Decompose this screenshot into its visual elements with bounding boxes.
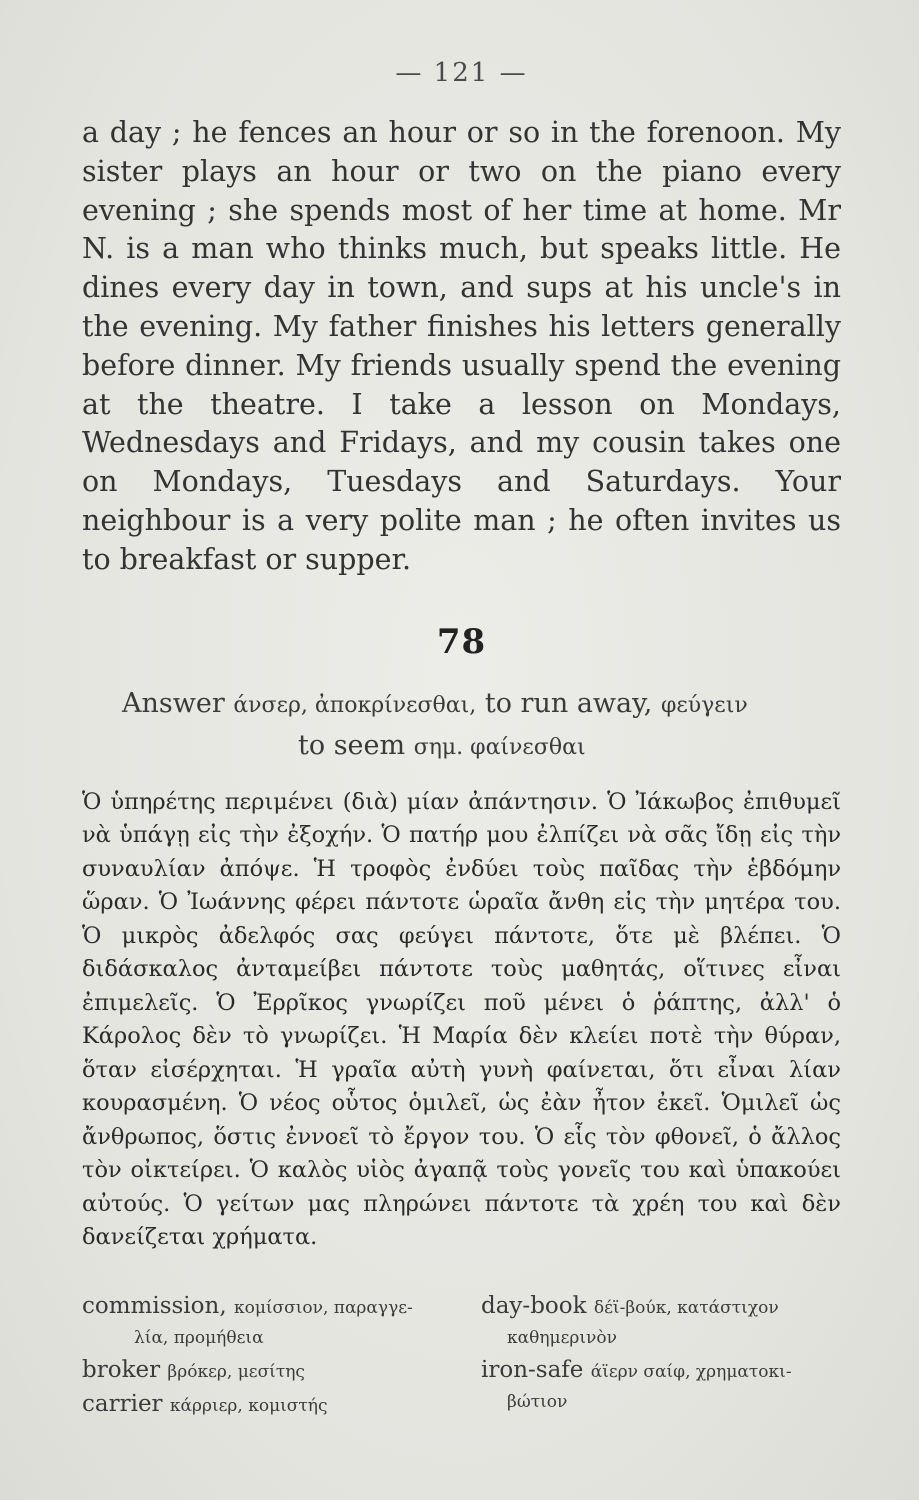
glossary-entry bbox=[481, 1355, 841, 1417]
glossary-definition: άϊερν σαίφ, χρηματοκι- bbox=[590, 1361, 792, 1382]
vocab-greek: σημ. φαίνεσθαι bbox=[413, 734, 586, 760]
glossary-definition: δέϊ-βούκ, κατάστιχον bbox=[593, 1297, 779, 1318]
glossary-term: iron-safe bbox=[481, 1356, 591, 1383]
glossary-left-column bbox=[82, 1291, 442, 1423]
glossary-entry bbox=[82, 1291, 442, 1353]
glossary-right-column bbox=[481, 1291, 841, 1423]
english-paragraph: a day ; he fences an hour or so in the forenoon. My sister plays an hour or two on the piano every evening ; she spends most of her time at home. Mr N. is a man who thinks much, but speaks little. He dines every day in town, and sups at his uncle's in the evening. My father finishes his letters generally before dinner. My friends usually spend the evening at the theatre. I take a lesson on Mondays, Wednesdays and Fridays, and my cousin takes one on Mondays, Tuesdays and Saturdays. Your neighbour is a very polite man ; he often invites us to breakfast or supper. bbox=[82, 116, 841, 576]
glossary-entry bbox=[82, 1389, 442, 1421]
greek-exercise-paragraph: Ὁ ὑπηρέτης περιμένει (διὰ) μίαν ἀπάντησιν. Ὁ Ἰάκωβος ἐπιθυμεῖ νὰ ὑπάγῃ εἰς τὴν ἐξοχήν. Ὁ πατήρ μου ἐλπίζει νὰ σᾶς ἴδῃ εἰς τὴν συναυλίαν ἀπόψε. Ἡ τροφὸς ἐνδύει τοὺς παῖδας τὴν ἑβδόμην ὥραν. Ὁ Ἰωάννης φέρει πάντοτε ὡραῖα ἄνθη εἰς τὴν μητέρα του. Ὁ μικρὸς ἀδελφός σας φεύγει πάντοτε, ὅτε μὲ βλέπει. Ὁ διδάσκαλος ἀνταμείβει πάντοτε τοὺς μαθητάς, οἵτινες εἶναι ἐπιμελεῖς. Ὁ Ἐρρῖκος γνωρίζει ποῦ μένει ὁ ῥάπτης, ἀλλ' ὁ Κάρολος δὲν τὸ γνωρίζει. Ἡ Μαρία δὲν κλείει ποτὲ τὴν θύραν, ὅταν εἰσέρχηται. Ἡ γραῖα αὐτὴ γυνὴ φαίνεται, ὅτι εἶναι λίαν κουρασμένη. Ὁ νέος οὗτος ὁμιλεῖ, ὡς ἐὰν ἦτον ἐκεῖ. Ὁμιλεῖ ὡς ἄνθρωπος, ὅστις ἐννοεῖ τὸ ἔργον του. Ὁ εἷς τὸν φθονεῖ, ὁ ἄλλος τὸν οἰκτείρει. Ὁ καλὸς υἱὸς ἀγαπᾷ τοὺς γονεῖς του καὶ ὑπακούει αὐτούς. Ὁ γείτων μας πληρώνει πάντοτε τὰ χρέη του καὶ δὲν δανείζεται χρήματα. bbox=[82, 788, 841, 1251]
vocabulary-line-2 bbox=[82, 726, 841, 768]
glossary-definition-continued: λία, προμήθεια bbox=[134, 1327, 264, 1348]
glossary-definition-continued: καθημερινὸν bbox=[507, 1327, 617, 1348]
glossary-definition: βρόκερ, μεσίτης bbox=[167, 1361, 305, 1382]
glossary-term: broker bbox=[82, 1356, 168, 1383]
glossary-definition-continued: βώτιον bbox=[507, 1391, 568, 1412]
glossary-term: commission, bbox=[82, 1292, 234, 1319]
glossary bbox=[82, 1291, 841, 1423]
vocab-greek: φεύγειν bbox=[660, 692, 748, 718]
glossary-definition: κάρριερ, κομιστής bbox=[169, 1395, 328, 1416]
glossary-entry bbox=[82, 1355, 442, 1387]
glossary-term: carrier bbox=[82, 1390, 170, 1417]
vocab-text: to run away, bbox=[476, 687, 661, 719]
vocab-greek: άνσερ, ἀποκρίνεσθαι, bbox=[233, 692, 477, 718]
vocab-text: to seem bbox=[298, 729, 414, 761]
glossary-term: day-book bbox=[481, 1292, 594, 1319]
vocabulary-line-1 bbox=[82, 684, 841, 726]
glossary-entry bbox=[481, 1291, 841, 1353]
glossary-definition: κομίσσιον, παραγγε- bbox=[233, 1297, 413, 1318]
page-number: — 121 — bbox=[395, 58, 528, 88]
lesson-number: 78 bbox=[436, 621, 487, 662]
vocab-text: Answer bbox=[122, 687, 234, 719]
